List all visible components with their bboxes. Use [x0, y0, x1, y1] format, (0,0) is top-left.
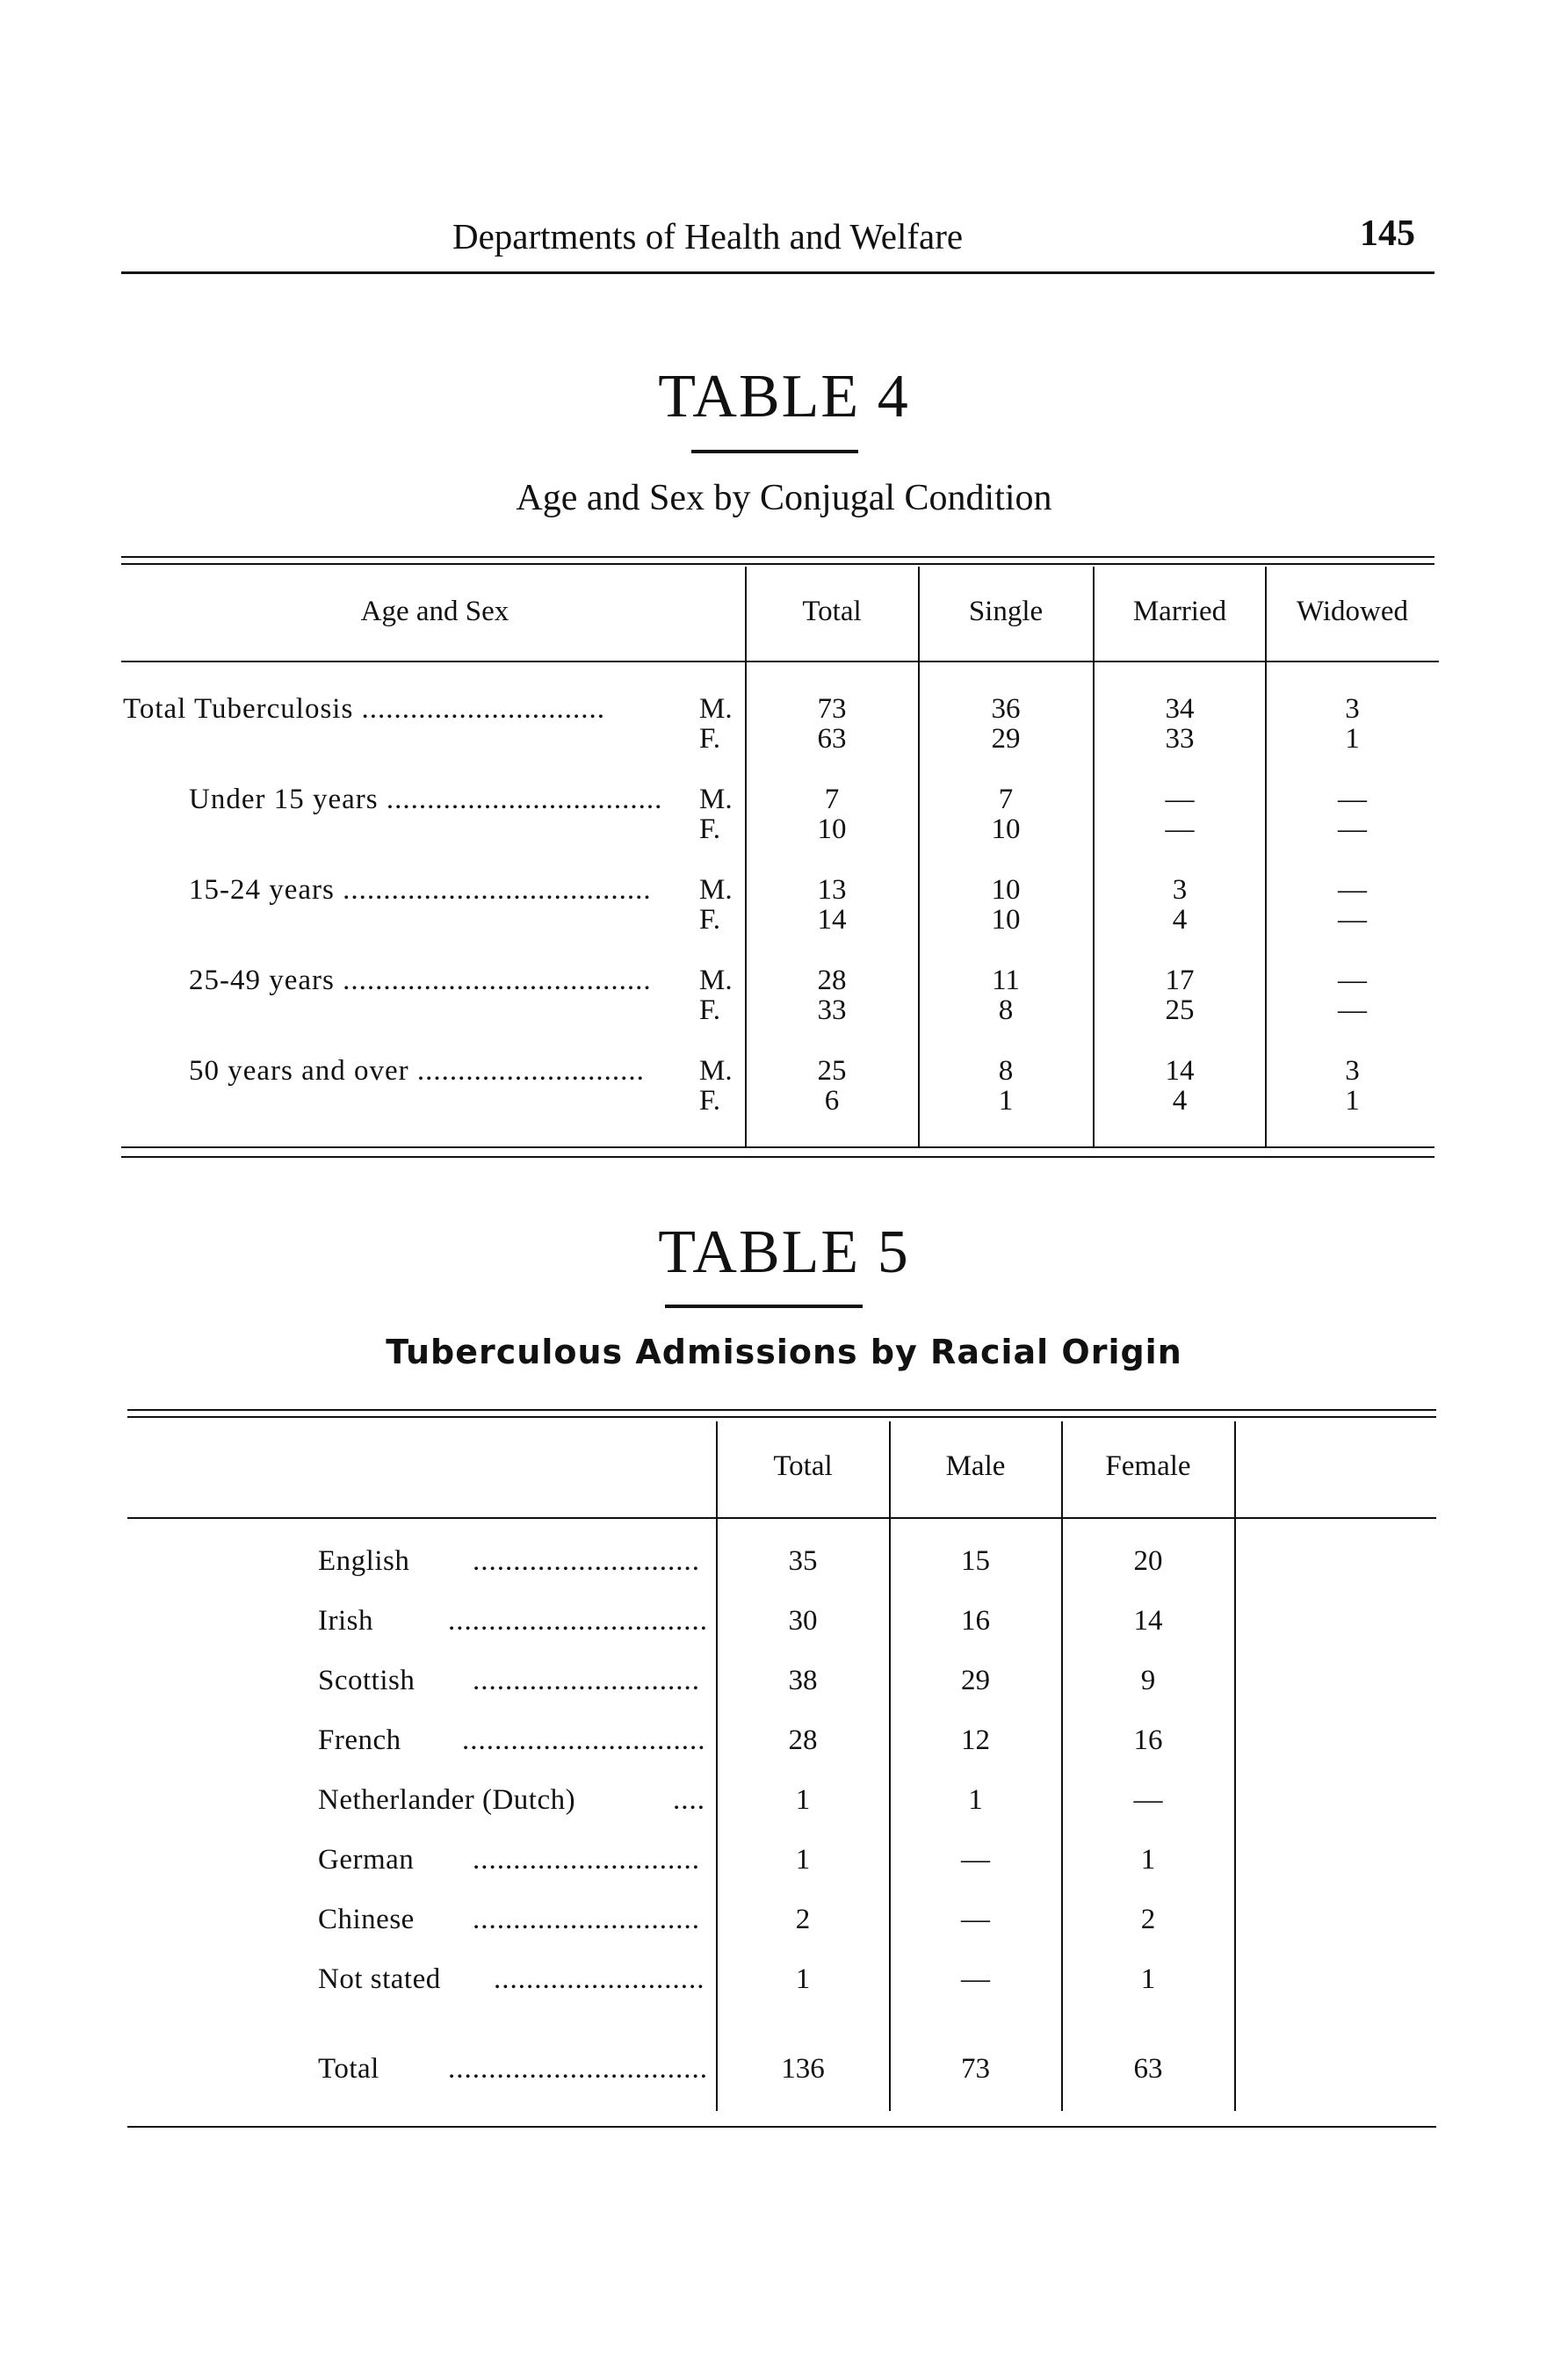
- table5-title: TABLE 5: [658, 1218, 910, 1286]
- table5-col-divider: [889, 1421, 891, 2111]
- table4-cell: —: [1338, 904, 1367, 936]
- table5-cell: 2: [1140, 1904, 1156, 1935]
- table5-cell: 1: [795, 1844, 811, 1876]
- table4-cell: —: [1338, 813, 1367, 845]
- table4-cell: —: [1338, 874, 1367, 906]
- table4-cell: 10: [991, 904, 1021, 936]
- table4-sex: F.: [699, 994, 720, 1026]
- table4-cell: —: [1165, 813, 1195, 845]
- table5-cell: 1: [1140, 1844, 1156, 1876]
- table4-cell: 33: [1165, 723, 1195, 755]
- table5-cell: —: [961, 1844, 990, 1876]
- table5-row-dots: ............................: [473, 1545, 700, 1577]
- table5-row-label: Netherlander (Dutch): [318, 1784, 576, 1816]
- table4-group-label: Total Tuberculosis ..............................: [123, 693, 606, 725]
- table5-row-dots: ................................: [448, 1605, 708, 1637]
- table4-cell: 14: [817, 904, 847, 936]
- table5-cell: 16: [1133, 1724, 1163, 1756]
- table5-col-divider: [716, 1421, 718, 2111]
- table4-sex: M.: [699, 874, 733, 906]
- table4-cell: 25: [817, 1055, 847, 1087]
- table4-sex: F.: [699, 723, 720, 755]
- table5-row-label: German: [318, 1844, 415, 1876]
- table4-cell: 14: [1165, 1055, 1195, 1087]
- table4-bottom-rule: [121, 1146, 1434, 1148]
- table4-cell: 34: [1165, 693, 1195, 725]
- table5-row-label: Not stated: [318, 1963, 441, 1995]
- table5-header-male: Male: [945, 1450, 1006, 1482]
- table4-cell: 28: [817, 965, 847, 996]
- table5-col-divider: [1061, 1421, 1063, 2111]
- table4-cell: 1: [1345, 1085, 1360, 1117]
- table4-cell: 63: [817, 723, 847, 755]
- table4-cell: 11: [992, 965, 1020, 996]
- table5-cell: 63: [1133, 2053, 1163, 2085]
- table4-title: TABLE 4: [658, 363, 910, 430]
- table5-cell: 20: [1133, 1545, 1163, 1577]
- table5-row-dots: ............................: [473, 1844, 700, 1876]
- table5-cell: 16: [961, 1605, 990, 1637]
- table4-cell: 7: [824, 784, 840, 815]
- table5-cell: 15: [961, 1545, 990, 1577]
- table5-cell: 28: [788, 1724, 818, 1756]
- table4-cell: 17: [1165, 965, 1195, 996]
- table4-cell: 10: [817, 813, 847, 845]
- table5-cell: 9: [1140, 1665, 1156, 1696]
- table5-total-label: Total: [318, 2053, 379, 2085]
- table4-cell: 10: [991, 813, 1021, 845]
- table4-sex: F.: [699, 813, 720, 845]
- table5-cell: 12: [961, 1724, 990, 1756]
- table5-cell: 29: [961, 1665, 990, 1696]
- table4-group-label: 25-49 years ......................................: [189, 965, 652, 996]
- table5-row-label: French: [318, 1724, 401, 1756]
- table4-header-widowed: Widowed: [1297, 596, 1408, 627]
- table4-header-married: Married: [1132, 596, 1227, 627]
- table5-cell: 136: [781, 2053, 825, 2085]
- table4-cell: 25: [1165, 994, 1195, 1026]
- table5-row-dots: ............................: [473, 1665, 700, 1696]
- table4-subtitle: Age and Sex by Conjugal Condition: [516, 478, 1052, 518]
- table5-header-female: Female: [1105, 1450, 1191, 1482]
- table4-cell: —: [1338, 965, 1367, 996]
- table5-cell: 2: [795, 1904, 811, 1935]
- table5-row-dots: ....: [673, 1784, 705, 1816]
- table5-title-rule: [665, 1305, 863, 1308]
- table4-cell: 73: [817, 693, 847, 725]
- table4-sex: M.: [699, 693, 733, 725]
- table5-col-divider: [1234, 1421, 1236, 2111]
- table4-sex: F.: [699, 1085, 720, 1117]
- table5-row-dots: ............................: [473, 1904, 700, 1935]
- table4-cell: 8: [998, 1055, 1014, 1087]
- table4-top-rule: [121, 556, 1434, 558]
- table5-cell: —: [961, 1963, 990, 1995]
- table4-cell: 8: [998, 994, 1014, 1026]
- header-rule: [121, 271, 1434, 274]
- table4-header-rule: [121, 661, 1439, 662]
- table5-subtitle: Tuberculous Admissions by Racial Origin: [386, 1333, 1182, 1371]
- table4-cell: —: [1338, 784, 1367, 815]
- table4-cell: 1: [998, 1085, 1014, 1117]
- table4-cell: 7: [998, 784, 1014, 815]
- table4-cell: 3: [1345, 1055, 1360, 1087]
- running-head: Departments of Health and Welfare: [452, 216, 964, 257]
- table4-cell: 4: [1172, 1085, 1188, 1117]
- table4-title-rule: [691, 450, 858, 453]
- table4-cell: 6: [824, 1085, 840, 1117]
- table4-top-rule-2: [121, 563, 1434, 565]
- table4-cell: 3: [1172, 874, 1188, 906]
- table4-sex: M.: [699, 965, 733, 996]
- table5-cell: 1: [795, 1784, 811, 1816]
- table5-cell: 1: [968, 1784, 983, 1816]
- table5-cell: 38: [788, 1665, 818, 1696]
- table4-cell: 13: [817, 874, 847, 906]
- table4-sex: M.: [699, 784, 733, 815]
- table5-header-total: Total: [773, 1450, 833, 1482]
- table4-cell: 29: [991, 723, 1021, 755]
- table5-top-rule: [127, 1409, 1436, 1411]
- table5-cell: 35: [788, 1545, 818, 1577]
- table4-cell: 10: [991, 874, 1021, 906]
- table5-cell: 14: [1133, 1605, 1163, 1637]
- table5-cell: 73: [961, 2053, 990, 2085]
- table4-cell: 1: [1345, 723, 1360, 755]
- table4-sex: F.: [699, 904, 720, 936]
- table5-cell: —: [1133, 1784, 1163, 1816]
- table4-cell: —: [1165, 784, 1195, 815]
- table4-cell: 3: [1345, 693, 1360, 725]
- table5-row-label: Chinese: [318, 1904, 415, 1935]
- table4-cell: —: [1338, 994, 1367, 1026]
- table5-header-rule: [127, 1517, 1436, 1519]
- table4-header-single: Single: [968, 596, 1044, 627]
- table4-cell: 36: [991, 693, 1021, 725]
- table4-group-label: Under 15 years ..................................: [189, 784, 663, 815]
- table5-row-dots: ................................: [448, 2053, 708, 2085]
- table5-row-label: Scottish: [318, 1665, 415, 1696]
- table5-cell: 30: [788, 1605, 818, 1637]
- table4-cell: 4: [1172, 904, 1188, 936]
- table5-top-rule-2: [127, 1416, 1436, 1418]
- table4-bottom-rule-2: [121, 1156, 1434, 1158]
- table4-cell: 33: [817, 994, 847, 1026]
- table4-header-age-sex: Age and Sex: [360, 596, 509, 627]
- table5-cell: 1: [1140, 1963, 1156, 1995]
- table5-row-label: Irish: [318, 1605, 373, 1637]
- table5-cell: —: [961, 1904, 990, 1935]
- table4-group-label: 15-24 years ......................................: [189, 874, 652, 906]
- page-number: 145: [1360, 213, 1415, 254]
- table5-cell: 1: [795, 1963, 811, 1995]
- table5-row-dots: ..........................: [494, 1963, 705, 1995]
- table5-row-label: English: [318, 1545, 410, 1577]
- table4-sex: M.: [699, 1055, 733, 1087]
- table5-row-dots: ..............................: [462, 1724, 706, 1756]
- table5-bottom-rule: [127, 2126, 1436, 2128]
- table4-group-label: 50 years and over ............................: [189, 1055, 645, 1087]
- table4-header-total: Total: [802, 596, 862, 627]
